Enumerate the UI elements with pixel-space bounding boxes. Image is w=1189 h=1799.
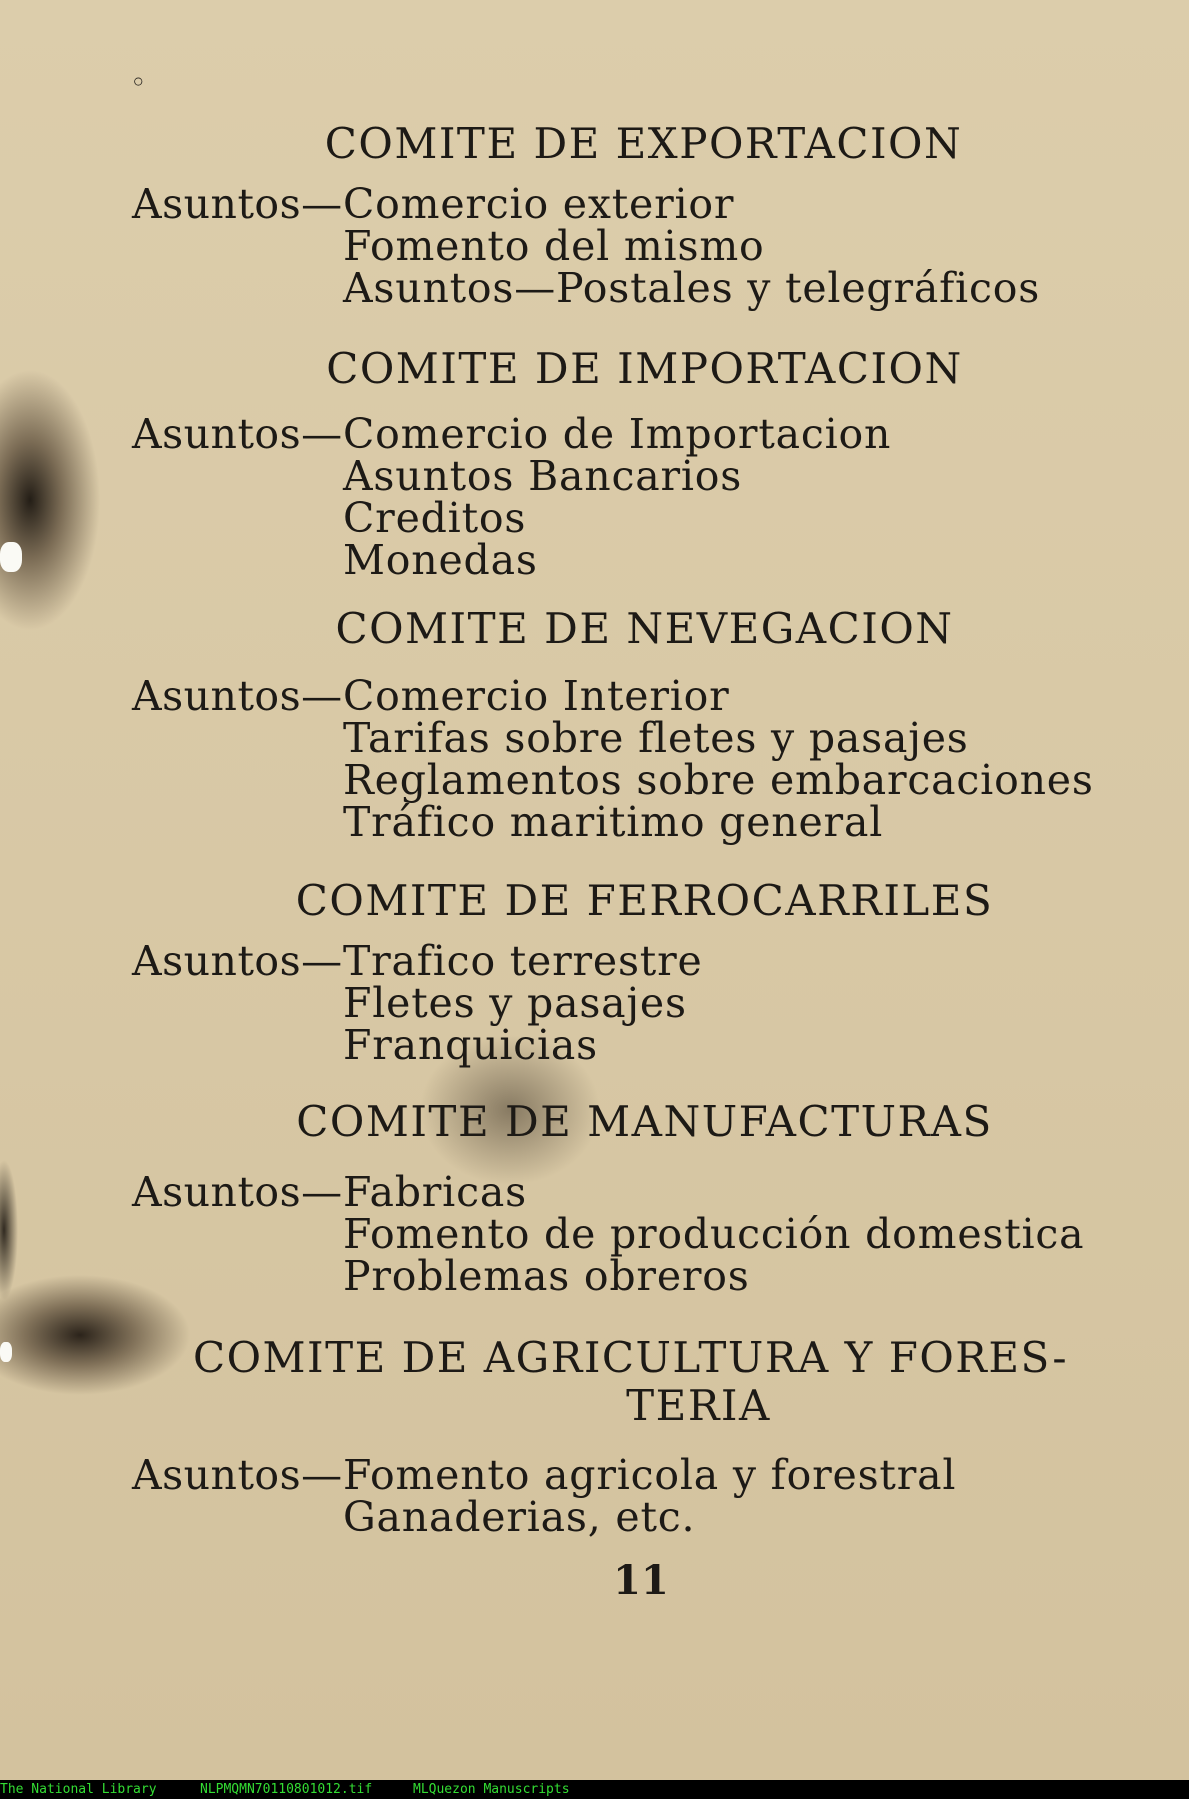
list-item: Fabricas [343,1168,527,1216]
section-heading-manufacturas: COMITE DE MANUFACTURAS [296,1097,993,1146]
section-heading-agricultura: COMITE DE AGRICULTURA Y FORES- [192,1333,1069,1382]
section-label: Asuntos— [132,672,343,720]
list-item: Ganaderias, etc. [343,1493,696,1541]
list-item: Asuntos Bancarios [343,452,743,500]
section-heading-importacion: COMITE DE IMPORTACION [326,344,963,393]
page-number: 11 [613,1557,669,1604]
section-heading-agricultura-cont: TERIA [626,1381,771,1430]
ink-blot: ◦ [130,66,147,99]
list-item: Fletes y pasajes [343,979,687,1027]
list-item: Trafico terrestre [343,937,703,985]
footer-collection: MLQuezon Manuscripts [413,1782,570,1797]
list-item: Creditos [343,494,527,542]
list-item: Franquicias [343,1021,599,1069]
list-item: Comercio Interior [343,672,730,720]
section-heading-nevegacion: COMITE DE NEVEGACION [335,604,954,653]
list-item: Fomento de producción domestica [343,1210,1085,1258]
section-label: Asuntos— [132,1451,343,1499]
section-heading-exportacion: COMITE DE EXPORTACION [324,119,963,168]
list-item: Tarifas sobre fletes y pasajes [343,714,969,762]
list-item: Monedas [343,536,538,584]
section-heading-ferrocarriles: COMITE DE FERROCARRILES [295,876,994,925]
list-item: Comercio exterior [343,180,735,228]
list-item: Asuntos—Postales y telegráficos [343,264,1041,312]
list-item: Fomento agricola y forestral [343,1451,957,1499]
list-item: Fomento del mismo [343,222,765,270]
burn-hole [0,542,22,572]
footer-filename: NLPMQMN70110801012.tif [200,1782,373,1797]
list-item: Comercio de Importacion [343,410,892,458]
section-label: Asuntos— [132,1168,343,1216]
section-label: Asuntos— [132,180,343,228]
section-label: Asuntos— [132,937,343,985]
section-label: Asuntos— [132,410,343,458]
scan-footer [0,1780,1189,1799]
list-item: Reglamentos sobre embarcaciones [343,756,1094,804]
list-item: Problemas obreros [343,1252,750,1300]
footer-library: The National Library [0,1782,157,1797]
list-item: Tráfico maritimo general [343,798,884,846]
